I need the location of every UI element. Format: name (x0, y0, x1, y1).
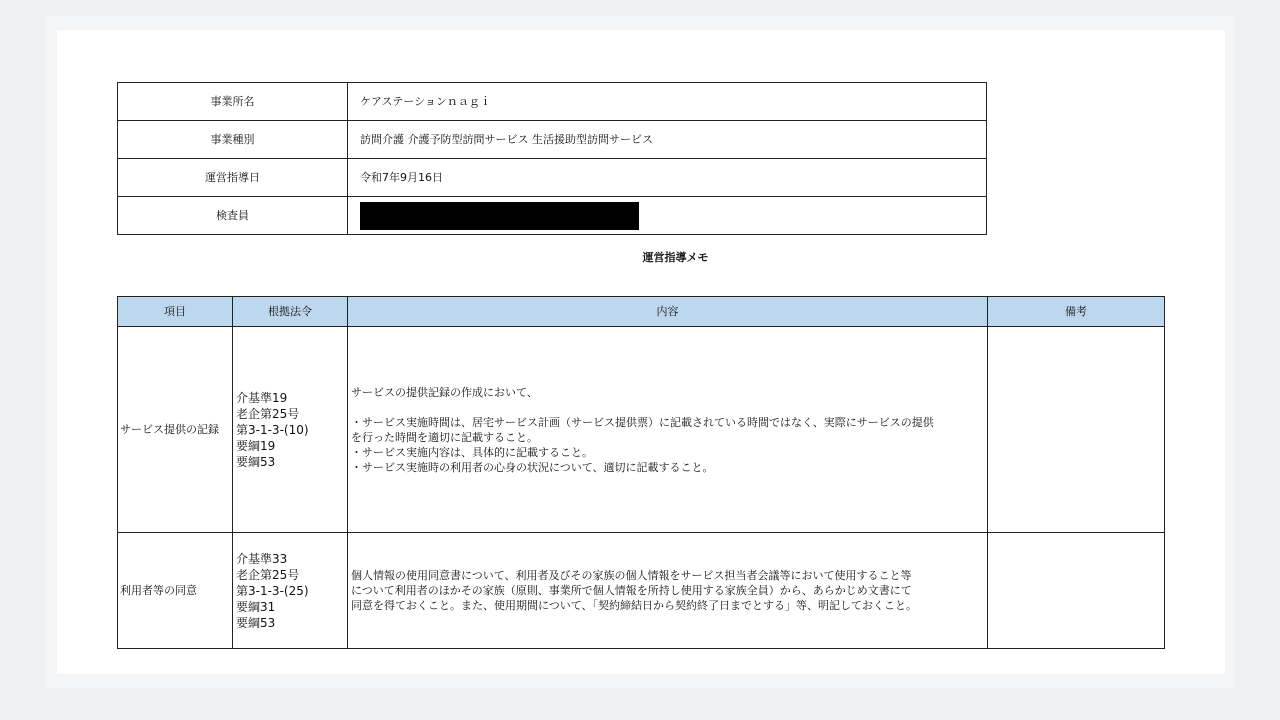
header-remarks: 備考 (988, 297, 1165, 327)
row-content (348, 533, 988, 649)
content-line: 同意を得ておくこと。また、使用期間について、「契約締結日から契約終了日までとする」等、明記しておくこと。 (351, 599, 918, 612)
law-line: 第3-1-3-(10) (236, 422, 309, 437)
memo-title: 運営指導メモ (642, 251, 709, 264)
law-line: 老企第25号 (236, 567, 300, 582)
law-line: 要綱53 (236, 454, 276, 469)
content-line: 個人情報の使用同意書について、利用者及びその家族の個人情報をサービス担当者会議等において使用すること等 (351, 569, 912, 582)
row-content (348, 327, 988, 533)
document-sheet (57, 30, 1225, 674)
header-content: 内容 (348, 297, 988, 327)
row-remarks (988, 533, 1165, 649)
law-line: 介基準19 (236, 390, 288, 405)
info-value: 令和7年9月16日 (348, 159, 987, 197)
header-law: 根拠法令 (233, 297, 348, 327)
info-label: 事業所名 (118, 83, 348, 121)
law-line: 介基準33 (236, 551, 288, 566)
content-line: を行った時間を適切に記載すること。 (351, 430, 538, 444)
facility-info-table (117, 82, 987, 235)
content-line: ・サービス実施時間は、居宅サービス計画（サービス提供票）に記載されている時間ではなく、実際にサービスの提供 (351, 415, 934, 429)
info-row-business-type (118, 121, 987, 159)
content-line: について利用者のほかその家族（原則、事業所で個人情報を所持し使用する家族全員）から、あらかじめ文書にて (351, 584, 912, 597)
page-background (45, 16, 1235, 688)
row-item: サービス提供の記録 (118, 327, 233, 533)
content-line (351, 400, 985, 415)
row-item: 利用者等の同意 (118, 533, 233, 649)
content-line: サービスの提供記録の作成において、 (351, 385, 538, 399)
table-row (118, 327, 1165, 533)
law-line: 要綱19 (236, 438, 276, 453)
info-value-redacted (348, 197, 987, 235)
content-line: ・サービス実施内容は、具体的に記載すること。 (351, 445, 593, 459)
redaction-block (360, 202, 639, 230)
guidance-memo-table (117, 296, 1165, 649)
info-label: 事業種別 (118, 121, 348, 159)
table-header-row (118, 297, 1165, 327)
info-row-guidance-date (118, 159, 987, 197)
row-remarks (988, 327, 1165, 533)
row-law (233, 327, 348, 533)
law-line: 要綱31 (236, 599, 276, 614)
info-label: 検査員 (118, 197, 348, 235)
table-row (118, 533, 1165, 649)
info-row-facility-name (118, 83, 987, 121)
info-value: 訪問介護 介護予防型訪問サービス 生活援助型訪問サービス (348, 121, 987, 159)
law-line: 老企第25号 (236, 406, 300, 421)
info-row-inspector (118, 197, 987, 235)
row-law (233, 533, 348, 649)
law-line: 第3-1-3-(25) (236, 583, 309, 598)
law-line: 要綱53 (236, 615, 276, 630)
header-item: 項目 (118, 297, 233, 327)
info-value: ケアステーションｎａｇｉ (348, 83, 987, 121)
info-label: 運営指導日 (118, 159, 348, 197)
content-line: ・サービス実施時の利用者の心身の状況について、適切に記載すること。 (351, 460, 714, 474)
